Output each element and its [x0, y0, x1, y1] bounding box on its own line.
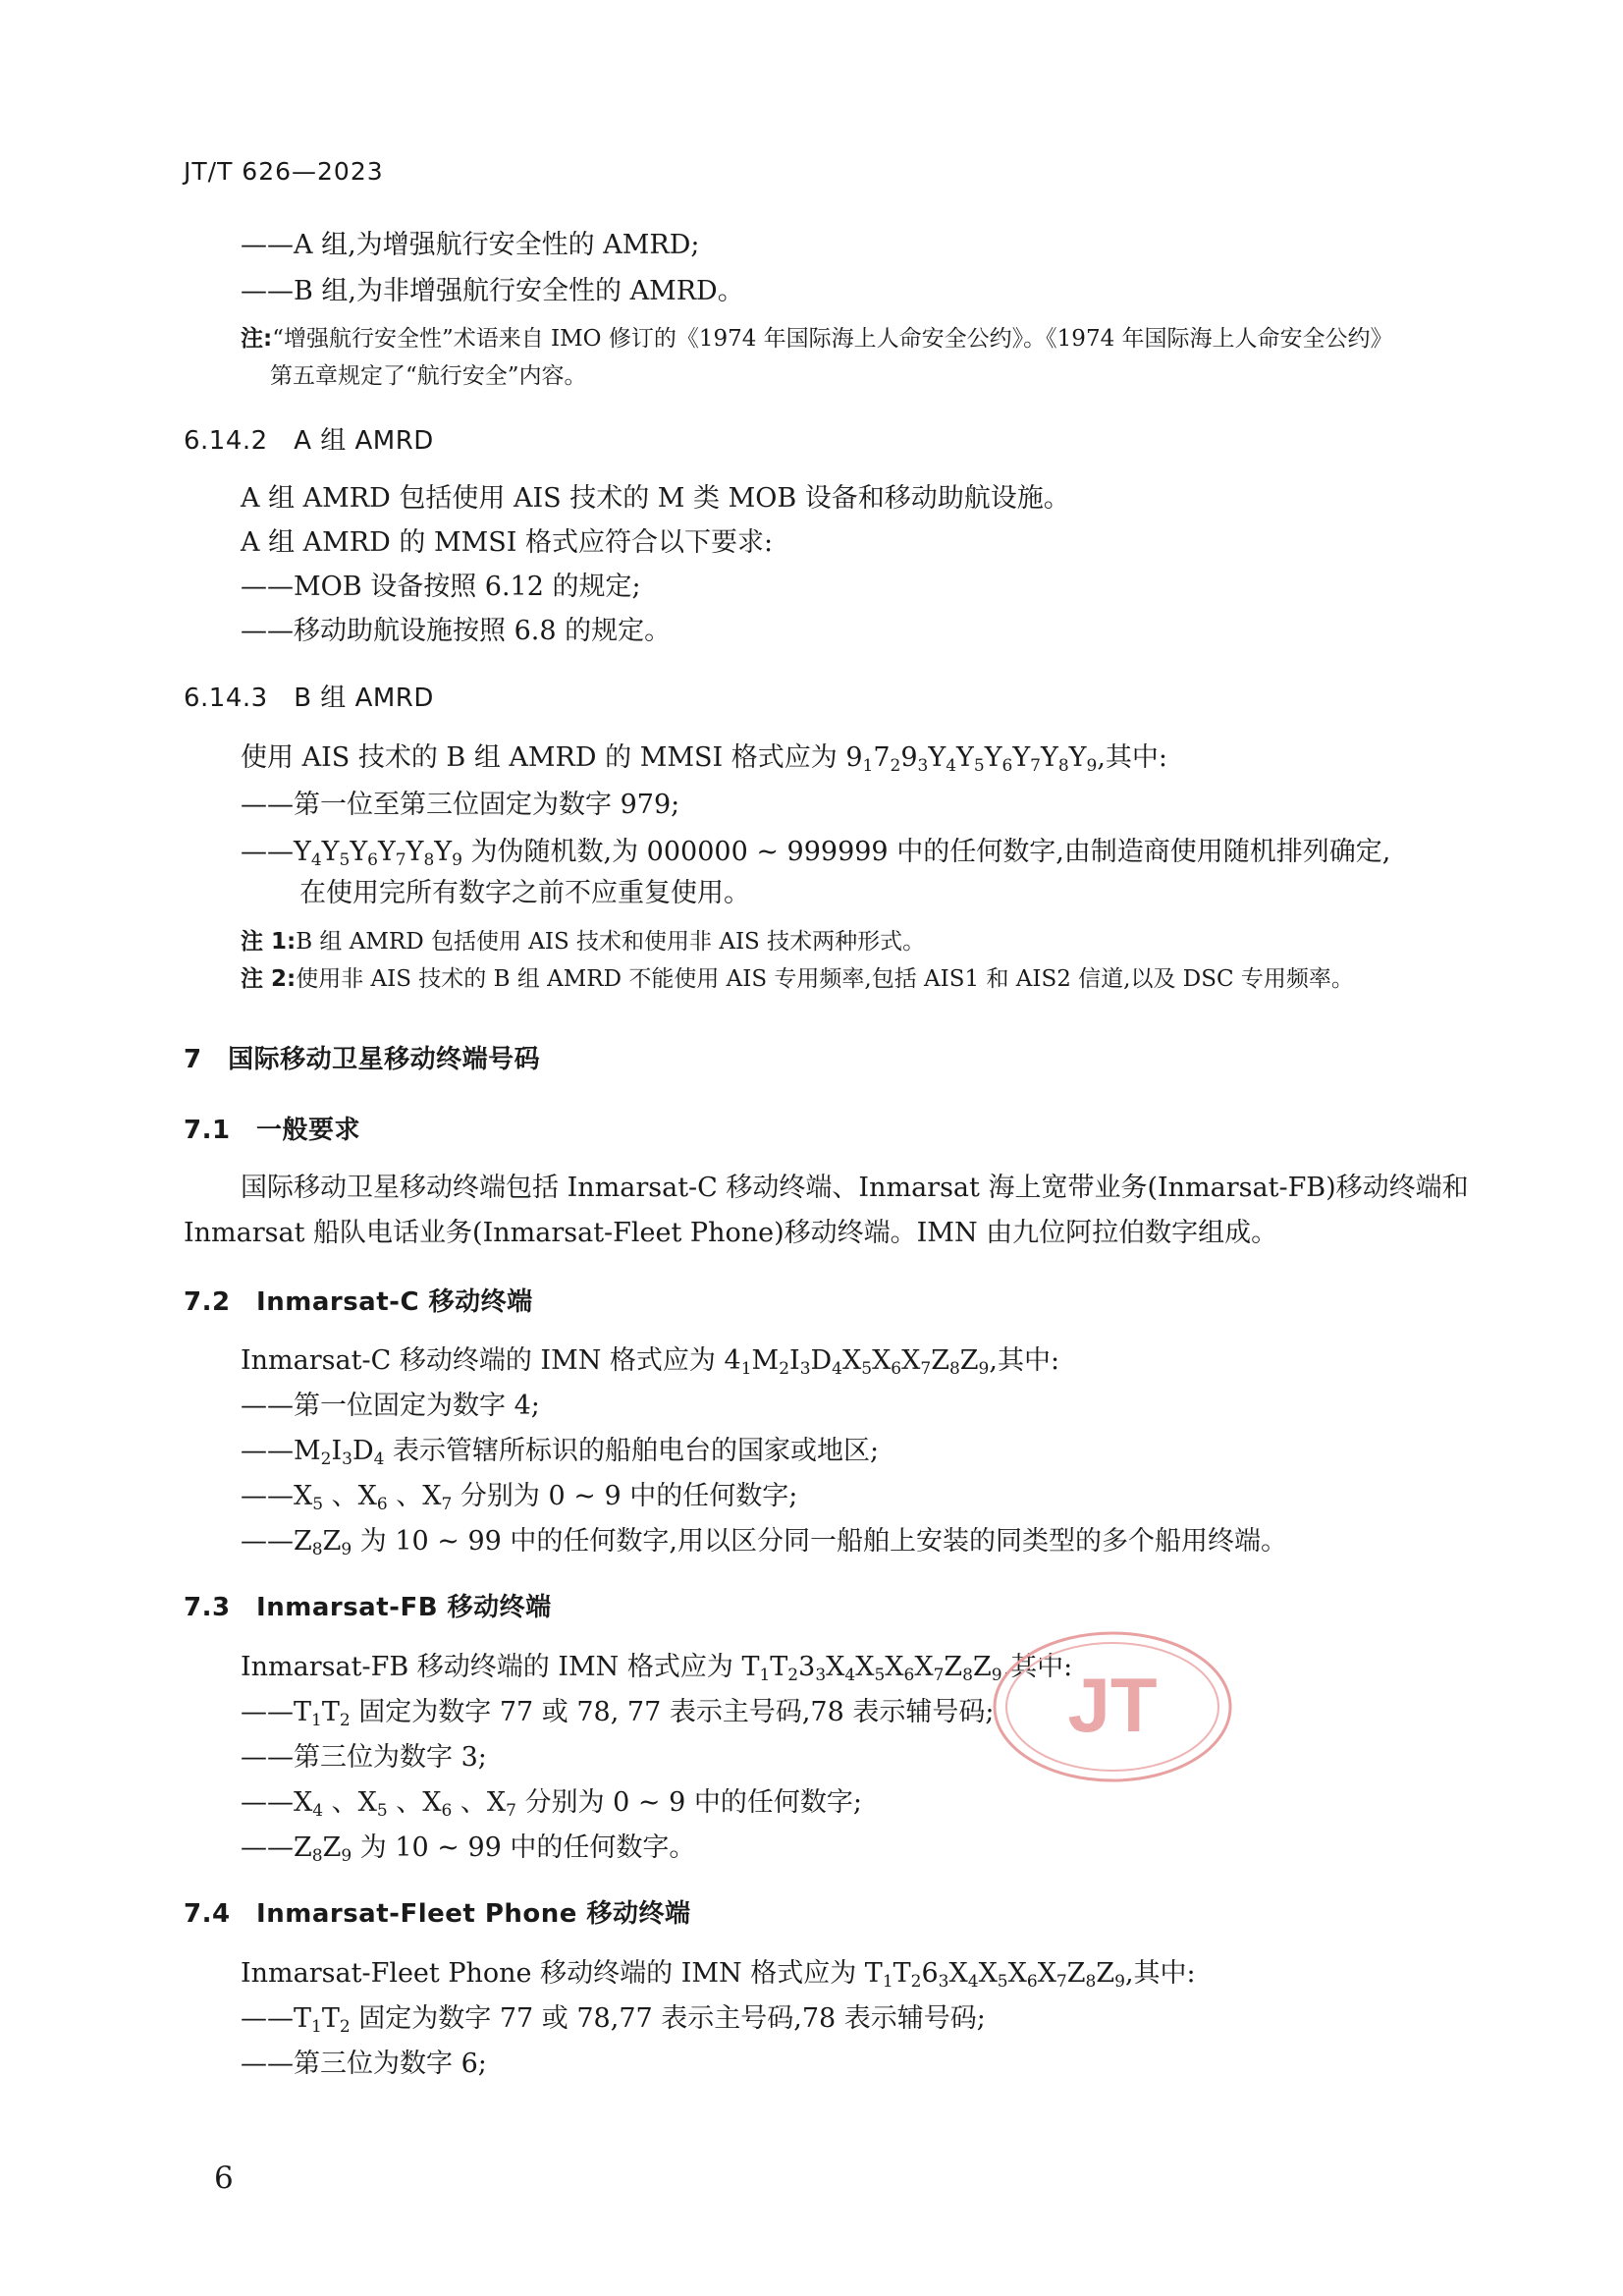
- list-item: ——第三位为数字 3;: [241, 1742, 487, 1773]
- paragraph: A 组 AMRD 包括使用 AIS 技术的 M 类 MOB 设备和移动助航设施。: [241, 483, 1070, 514]
- note: 注 1:B 组 AMRD 包括使用 AIS 技术和使用非 AIS 技术两种形式。: [241, 929, 926, 955]
- list-item: ——B 组,为非增强航行安全性的 AMRD。: [241, 276, 744, 306]
- list-item: ——第一位固定为数字 4;: [241, 1391, 540, 1421]
- list-item: $——X_4$ 、$X_5$ 、$X_6$ 、$X_7$ 分别为 0 ~ 9 中的任何数字;: [241, 1787, 862, 1821]
- section-heading-7-3: 7.3 Inmarsat-FB 移动终端: [184, 1593, 552, 1622]
- note: 注 2:使用非 AIS 技术的 B 组 AMRD 不能使用 AIS 专用频率,包括 AIS1 和 AIS2 信道,以及 DSC 专用频率。: [241, 966, 1354, 992]
- page-number: 6: [214, 2160, 234, 2196]
- note-continuation: 第五章规定了“航行安全”内容。: [270, 363, 587, 389]
- paragraph: Inmarsat-Fleet Phone 移动终端的 IMN 格式应为 $T_1T_26_3X_4X_5X_6X_7Z_8Z_9$,其中:: [241, 1958, 1196, 1992]
- list-item: $——Z_8Z_9$ 为 10 ~ 99 中的任何数字。: [241, 1832, 696, 1866]
- chapter-heading-7: 7 国际移动卫星移动终端号码: [184, 1045, 541, 1074]
- document-id: JT/T 626—2023: [184, 157, 384, 186]
- section-heading-7-4: 7.4 Inmarsat-Fleet Phone 移动终端: [184, 1899, 691, 1929]
- section-heading-6-14-3: 6.14.3 B 组 AMRD: [184, 683, 434, 713]
- paragraph: Inmarsat-FB 移动终端的 IMN 格式应为 $T_1T_23_3X_4X_5X_6X_7Z_8Z_9$,其中:: [241, 1652, 1073, 1685]
- section-heading-7-1: 7.1 一般要求: [184, 1116, 361, 1145]
- jt-watermark-stamp: [990, 1628, 1235, 1785]
- paragraph-continuation: Inmarsat 船队电话业务(Inmarsat-Fleet Phone)移动终端。IMN 由九位阿拉伯数字组成。: [184, 1218, 1278, 1248]
- list-item: ——移动助航设施按照 6.8 的规定。: [241, 616, 672, 646]
- list-item: ——第一位至第三位固定为数字 979;: [241, 790, 680, 820]
- note: 注:“增强航行安全性”术语来自 IMO 修订的《1974 年国际海上人命安全公约》。《1974 年国际海上人命安全公约》: [241, 326, 1393, 352]
- paragraph: A 组 AMRD 的 MMSI 格式应符合以下要求:: [241, 527, 774, 558]
- list-item: ——第三位为数字 6;: [241, 2049, 487, 2079]
- list-item: $——Z_8Z_9$ 为 10 ~ 99 中的任何数字,用以区分同一船舶上安装的同类型的多个船用终端。: [241, 1526, 1288, 1559]
- section-heading-7-2: 7.2 Inmarsat-C 移动终端: [184, 1287, 533, 1317]
- list-item: ——A 组,为增强航行安全性的 AMRD;: [241, 230, 700, 260]
- list-item: $——T_1T_2$ 固定为数字 77 或 78, 77 表示主号码,78 表示辅号码;: [241, 1697, 995, 1730]
- list-item-continuation: 在使用完所有数字之前不应重复使用。: [299, 878, 750, 908]
- paragraph: 国际移动卫星移动终端包括 Inmarsat-C 移动终端、Inmarsat 海上宽带业务(Inmarsat-FB)移动终端和: [241, 1173, 1469, 1203]
- list-item: $——M_2I_3D_4$ 表示管辖所标识的船舶电台的国家或地区;: [241, 1436, 880, 1469]
- section-heading-6-14-2: 6.14.2 A 组 AMRD: [184, 426, 434, 456]
- list-item: ——MOB 设备按照 6.12 的规定;: [241, 572, 641, 602]
- paragraph: Inmarsat-C 移动终端的 IMN 格式应为 $4_1M_2I_3D_4X_5X_6X_7Z_8Z_9$,其中:: [241, 1345, 1060, 1379]
- stamp-lettering: JT: [1067, 1662, 1158, 1748]
- list-item: $——T_1T_2$ 固定为数字 77 或 78,77 表示主号码,78 表示辅号码;: [241, 2003, 986, 2037]
- paragraph: 使用 AIS 技术的 B 组 AMRD 的 MMSI 格式应为 $9_17_29_3Y_4Y_5Y_6Y_7Y_8Y_9$,其中:: [241, 742, 1167, 776]
- list-item: $——Y_4Y_5Y_6Y_7Y_8Y_9$ 为伪随机数,为 000000 ~ 999999 中的任何数字,由制造商使用随机排列确定,: [241, 837, 1391, 870]
- list-item: $——X_5$ 、$X_6$ 、$X_7$ 分别为 0 ~ 9 中的任何数字;: [241, 1481, 798, 1514]
